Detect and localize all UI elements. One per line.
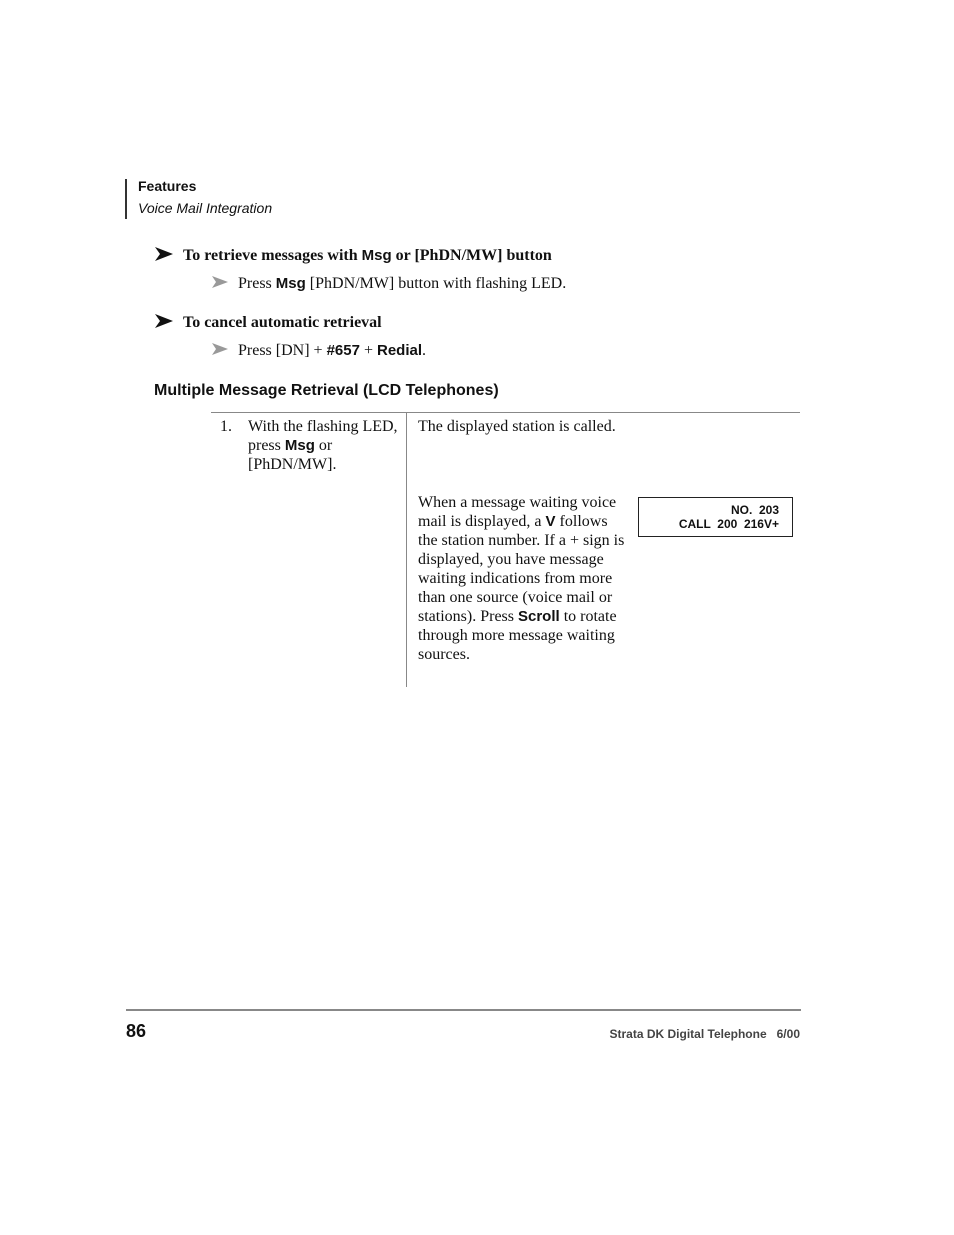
step-text: [PhDN/MW] button with flashing LED. bbox=[305, 275, 567, 292]
scroll-key-label: Scroll bbox=[518, 608, 560, 625]
step-result-waiting bbox=[418, 493, 628, 664]
step-text: . bbox=[422, 342, 426, 359]
lcd-line-2: CALL 200 216V+ bbox=[678, 517, 779, 531]
action-text: With the flashing LED, press bbox=[248, 418, 398, 454]
header-rule bbox=[125, 179, 127, 219]
procedure-title-text: or [PhDN/MW] button bbox=[391, 247, 552, 264]
action-text: or [PhDN/MW]. bbox=[248, 437, 337, 473]
procedure-heading-retrieve bbox=[155, 247, 552, 265]
arrow-right-icon bbox=[212, 343, 228, 355]
step-result-called: The displayed station is called. bbox=[418, 418, 616, 435]
step-text: + bbox=[359, 342, 377, 359]
step-text: Press bbox=[238, 275, 276, 292]
arrow-right-icon bbox=[212, 276, 228, 288]
step-cancel bbox=[212, 342, 426, 360]
lcd-display bbox=[638, 497, 793, 537]
procedure-title-text: To cancel automatic retrieval bbox=[183, 314, 382, 331]
redial-key-label: Redial bbox=[376, 342, 422, 359]
msg-key-label: Msg bbox=[284, 437, 315, 454]
code-key-label: #657 bbox=[326, 342, 360, 359]
procedure-title-text: To retrieve messages with bbox=[183, 247, 362, 264]
table-column-divider bbox=[406, 413, 407, 687]
result-text: follows the station number. If a + sign is displayed, you have message waiting indications from more than one source (voice mail or stations). Press bbox=[418, 513, 625, 625]
lcd-line-1: NO. 203 bbox=[730, 503, 779, 517]
result-text: to rotate through more message waiting sources. bbox=[418, 608, 617, 663]
procedure-heading-cancel bbox=[155, 314, 382, 332]
msg-key-label: Msg bbox=[361, 247, 392, 264]
result-text: When a message waiting voice mail is displayed, a bbox=[418, 494, 617, 530]
section-title: Multiple Message Retrieval (LCD Telephones) bbox=[154, 382, 499, 399]
page-number: 86 bbox=[126, 1021, 147, 1041]
arrow-right-icon bbox=[155, 314, 173, 328]
header-subtitle: Voice Mail Integration bbox=[138, 200, 273, 216]
msg-key-label: Msg bbox=[275, 275, 306, 292]
step-retrieve bbox=[212, 275, 566, 293]
step-text: Press [DN] + bbox=[238, 342, 327, 359]
header-title: Features bbox=[138, 178, 197, 194]
arrow-right-icon bbox=[155, 247, 173, 261]
footer-doc-title: Strata DK Digital Telephone 6/00 bbox=[609, 1027, 800, 1041]
v-indicator-label: V bbox=[545, 513, 556, 530]
step-action bbox=[248, 417, 398, 474]
step-number: 1. bbox=[220, 418, 232, 435]
table-top-rule bbox=[211, 412, 800, 413]
footer-rule bbox=[126, 1009, 801, 1011]
